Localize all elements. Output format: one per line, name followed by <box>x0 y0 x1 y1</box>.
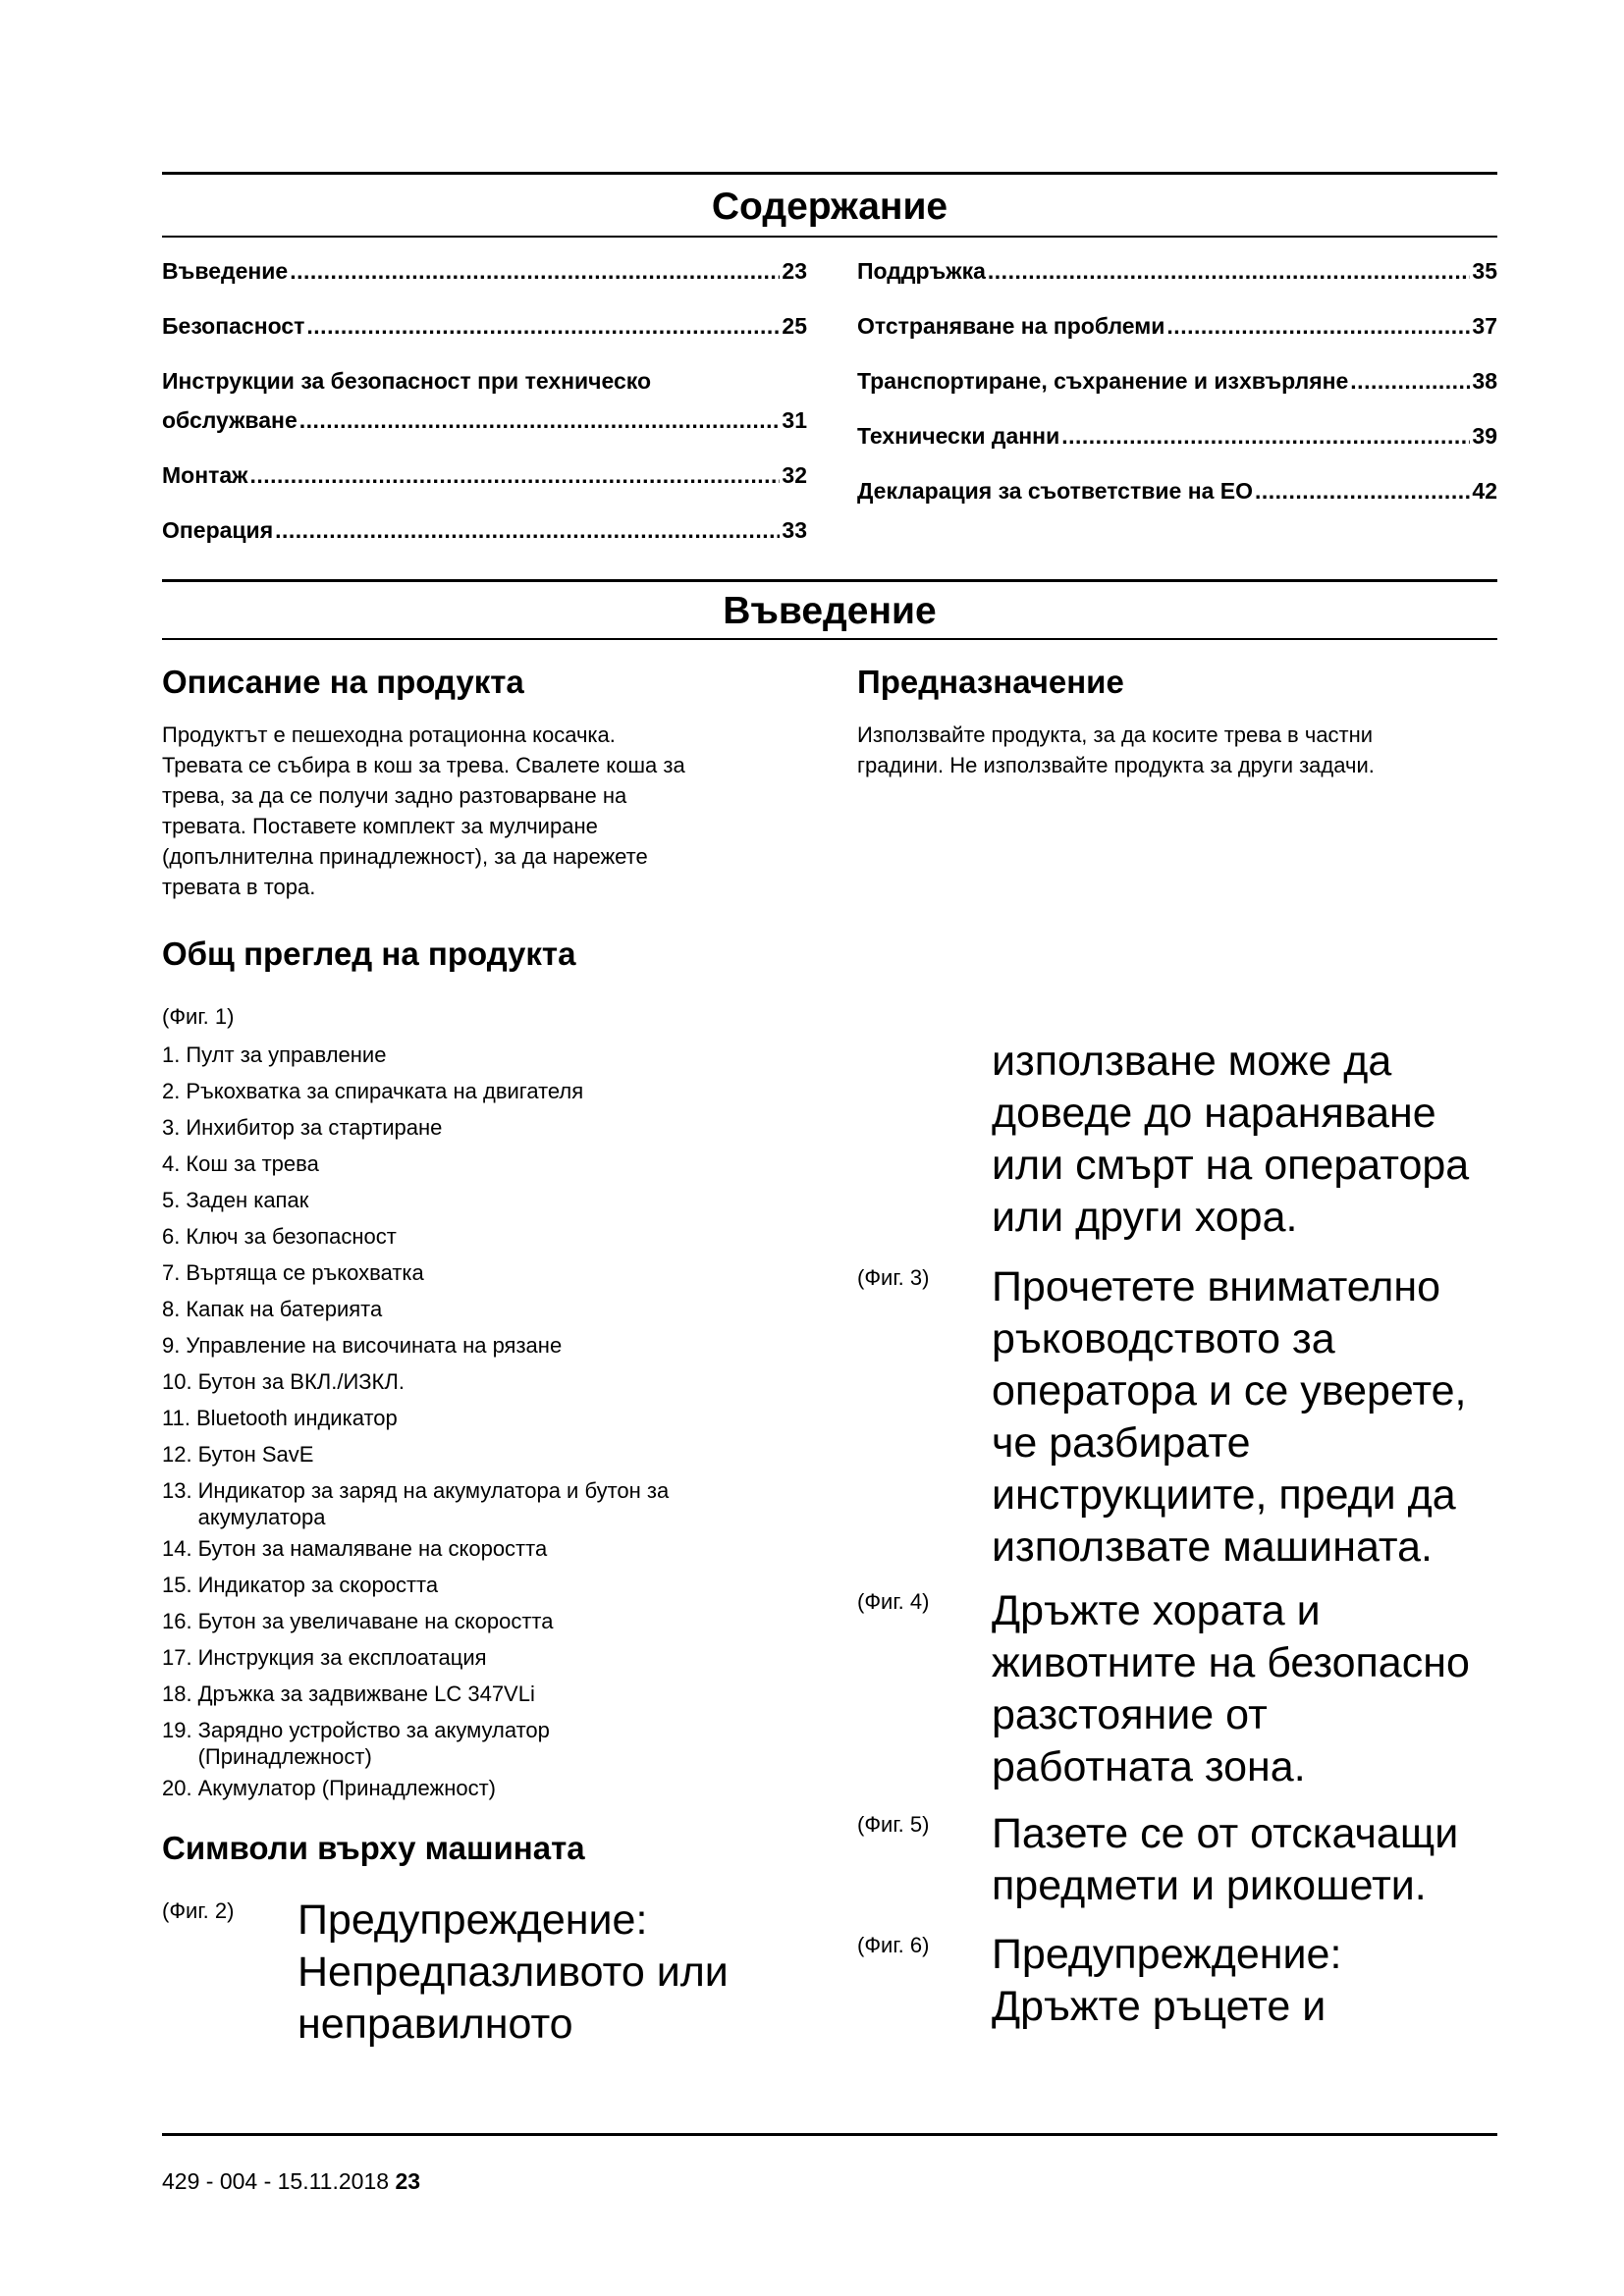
fig6-label: (Фиг. 6) <box>857 1933 930 1957</box>
toc-leader <box>306 312 780 340</box>
toc-right-column <box>857 257 1497 505</box>
list-item: 19. Зарядно устройство за акумулатор (Принадлежност) <box>162 1718 550 1769</box>
toc-entry-declaration[interactable] <box>857 477 1497 505</box>
toc-entry-label: Безопасност <box>162 313 305 339</box>
product-overview-heading: Общ преглед на продукта <box>162 935 576 972</box>
page-number: 23 <box>395 2168 421 2194</box>
list-item: 9. Управление на височината на рязане <box>162 1333 563 1358</box>
toc-entry-safety[interactable] <box>162 312 807 340</box>
page-footer <box>162 2167 420 2195</box>
toc-entry-maintenance-safety[interactable] <box>162 367 807 434</box>
fig4-label: (Фиг. 4) <box>857 1589 930 1614</box>
toc-leader <box>299 406 781 434</box>
toc-entry-label-line1: Инструкции за безопасност при техническо <box>162 368 652 394</box>
toc-entry-transport[interactable] <box>857 367 1497 395</box>
toc-entry-label: Отстраняване на проблеми <box>857 313 1165 339</box>
toc-entry-label: Технически данни <box>857 423 1060 449</box>
toc-entry-operation[interactable] <box>162 516 807 544</box>
list-item: 5. Заден капак <box>162 1188 309 1212</box>
toc-leader <box>1061 422 1470 450</box>
toc-entry-page: 37 <box>1472 313 1497 339</box>
footer-rule <box>162 2133 1497 2136</box>
toc-leader <box>1255 477 1470 505</box>
list-item: 12. Бутон SavE <box>162 1442 314 1467</box>
toc-leader <box>249 461 780 489</box>
toc-entry-page: 23 <box>782 258 807 284</box>
toc-entry-maintenance[interactable] <box>857 257 1497 285</box>
list-item: 17. Инструкция за експлоатация <box>162 1645 487 1670</box>
fig6-text: Предупреждение: Дръжте ръцете и <box>992 1931 1342 2030</box>
toc-entry-page: 35 <box>1472 258 1497 284</box>
fig5-text: Пазете се от отскачащи предмети и рикошети. <box>992 1810 1459 1909</box>
list-item: 11. Bluetooth индикатор <box>162 1406 398 1430</box>
toc-leader <box>290 257 780 285</box>
product-description-text: Продуктът е пешеходна ротационна косачка. Тревата се събира в кош за трева. Свалете коша за трева, за да се получи задно разтоварване на тревата. Поставете комплект за мулчиране (допълнителна принадлежност), за да нарежете тревата в тора. <box>162 722 685 899</box>
toc-entry-page: 38 <box>1472 368 1497 394</box>
toc-entry-label: Декларация за съответствие на ЕО <box>857 478 1253 504</box>
intended-use-text: Използвайте продукта, за да косите трева в частни градини. Не използвайте продукта за други задачи. <box>857 722 1375 777</box>
fig4-text: Дръжте хората и животните на безопасно разстояние от работната зона. <box>992 1587 1470 1790</box>
list-item: 16. Бутон за увеличаване на скоростта <box>162 1609 554 1633</box>
list-item: 6. Ключ за безопасност <box>162 1224 397 1249</box>
list-item: 13. Индикатор за заряд на акумулатора и бутон за акумулатора <box>162 1478 670 1529</box>
toc-entry-introduction[interactable] <box>162 257 807 285</box>
toc-leader <box>988 257 1471 285</box>
list-item: 7. Въртяща се ръкохватка <box>162 1260 424 1285</box>
toc-leader <box>1166 312 1470 340</box>
contents-title-rule <box>162 236 1497 238</box>
list-item: 2. Ръкохватка за спирачката на двигателя <box>162 1079 584 1103</box>
list-item: 20. Акумулатор (Принадлежност) <box>162 1776 496 1800</box>
overview-list <box>162 1041 790 1811</box>
intro-title-rule <box>162 638 1497 640</box>
product-description-heading: Описание на продукта <box>162 664 524 700</box>
fig3-label: (Фиг. 3) <box>857 1265 930 1290</box>
intended-use-heading: Предназначение <box>857 664 1124 700</box>
toc-entry-troubleshooting[interactable] <box>857 312 1497 340</box>
list-item: 18. Дръжка за задвижване LC 347VLi <box>162 1682 535 1706</box>
toc-entry-page: 32 <box>782 462 807 488</box>
toc-entry-page: 33 <box>782 517 807 543</box>
toc-entry-technical-data[interactable] <box>857 422 1497 450</box>
toc-entry-page: 39 <box>1472 423 1497 449</box>
intro-top-rule <box>162 579 1497 582</box>
list-item: 8. Капак на батерията <box>162 1297 383 1321</box>
fig2-text-continued: използване може да доведе до нараняване или смърт на оператора или други хора. <box>992 1038 1470 1241</box>
contents-top-rule <box>162 172 1497 175</box>
list-item: 4. Кош за трева <box>162 1151 319 1176</box>
toc-entry-page: 31 <box>782 407 807 433</box>
intro-title: Въведение <box>723 590 937 632</box>
toc-entry-label: обслужване <box>162 407 298 433</box>
list-item: 1. Пулт за управление <box>162 1042 387 1067</box>
toc-entry-label: Поддръжка <box>857 258 986 284</box>
toc-entry-assembly[interactable] <box>162 461 807 489</box>
toc-entry-label: Монтаж <box>162 462 248 488</box>
symbols-heading: Символи върху машината <box>162 1830 585 1866</box>
list-item: 10. Бутон за ВКЛ./ИЗКЛ. <box>162 1369 405 1394</box>
toc-leader <box>1350 367 1470 395</box>
toc-entry-page: 42 <box>1472 478 1497 504</box>
list-item: 3. Инхибитор за стартиране <box>162 1115 443 1140</box>
fig2-text: Предупреждение: Непредпазливото или неправилното <box>298 1896 729 2048</box>
toc-entry-label: Операция <box>162 517 274 543</box>
overview-fig-ref: (Фиг. 1) <box>162 1004 235 1029</box>
toc-left-column <box>162 257 807 544</box>
contents-title: Содержание <box>711 186 948 228</box>
toc-entry-page: 25 <box>782 313 807 339</box>
toc-entry-label: Въведение <box>162 258 289 284</box>
toc-leader <box>275 516 780 544</box>
fig3-text: Прочетете внимателно ръководството за оператора и се уверете, че разбирате инструкциите, преди да използвате машината. <box>992 1263 1467 1571</box>
list-item: 15. Индикатор за скоростта <box>162 1573 439 1597</box>
list-item: 14. Бутон за намаляване на скоростта <box>162 1536 548 1561</box>
fig5-label: (Фиг. 5) <box>857 1812 930 1837</box>
footer-doc-id: 429 - 004 - 15.11.2018 <box>162 2168 390 2194</box>
fig2-label: (Фиг. 2) <box>162 1898 235 1923</box>
toc-entry-label: Транспортиране, съхранение и изхвърляне <box>857 368 1349 394</box>
